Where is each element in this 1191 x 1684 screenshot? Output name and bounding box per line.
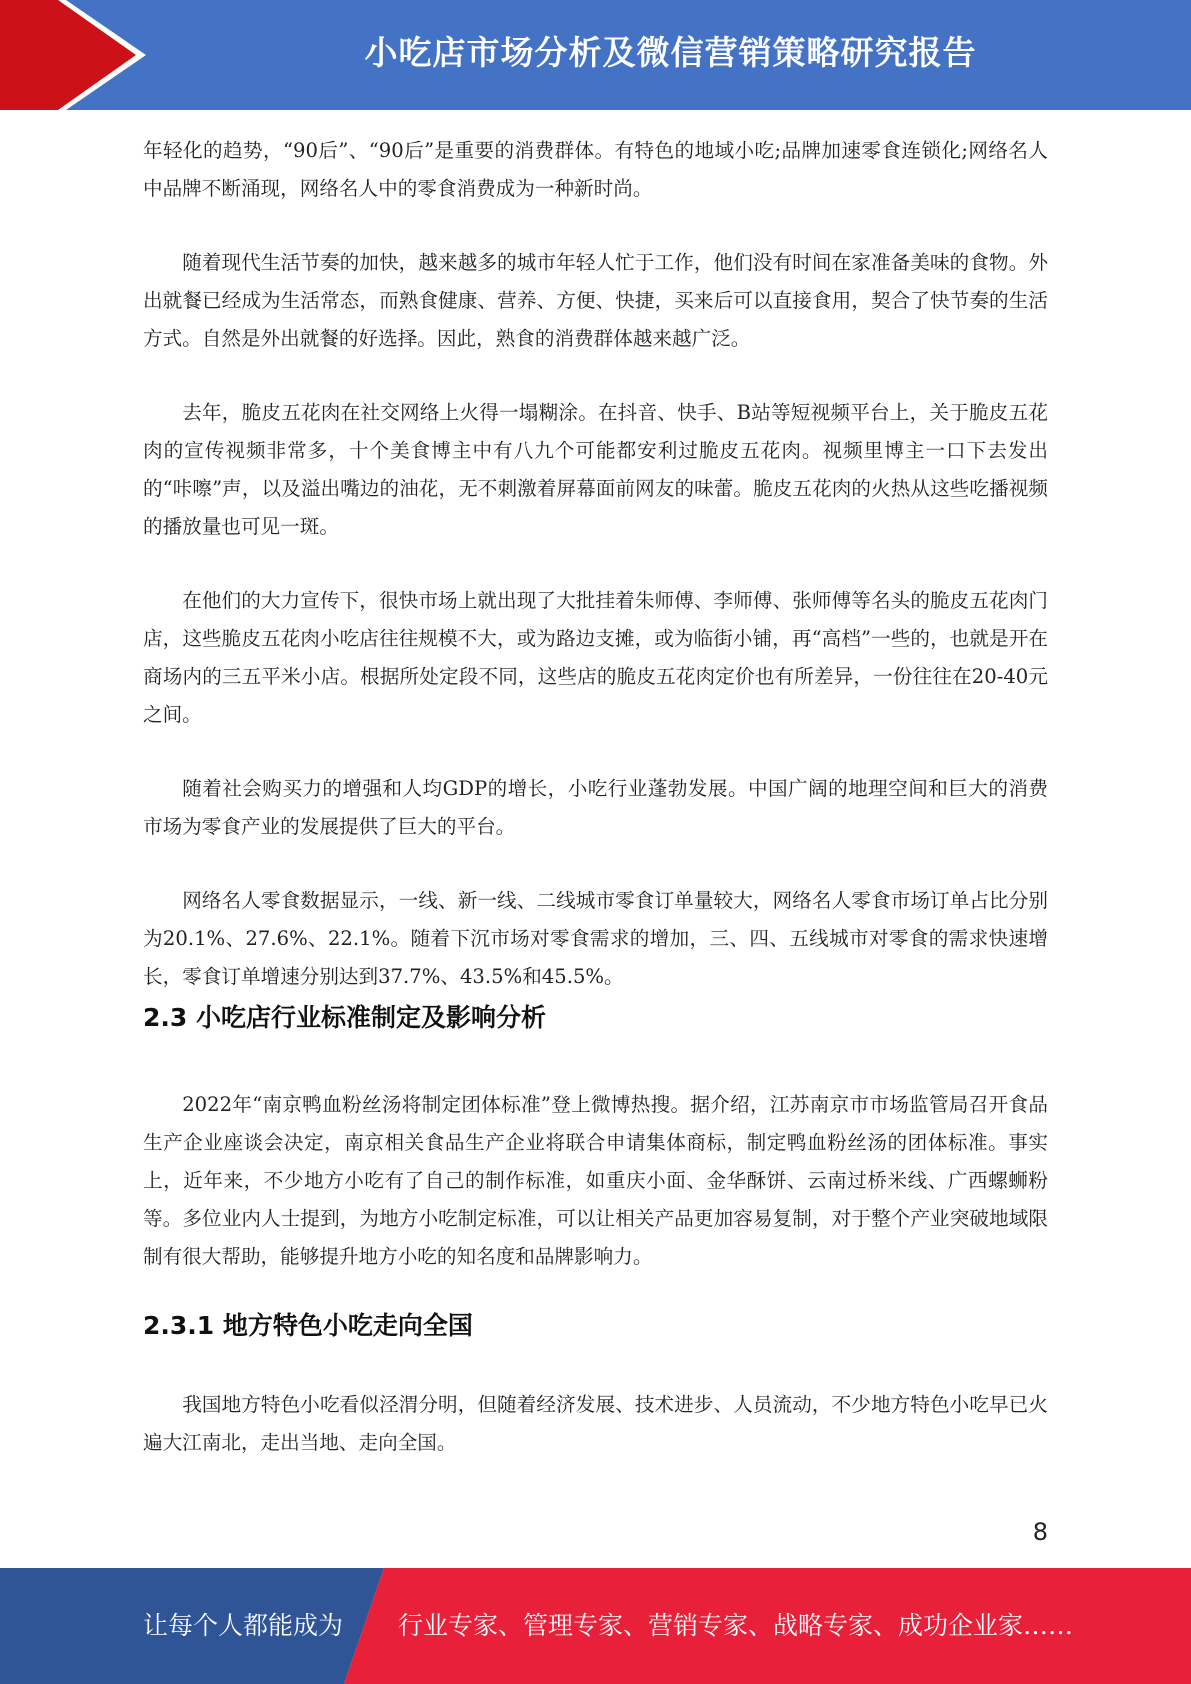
paragraph-lifestyle: 随着现代生活节奏的加快，越来越多的城市年轻人忙于工作，他们没有时间在家准备美味的食物。外出就餐已经成为生活常态，而熟食健康、营养、方便、快捷，买来后可以直接食用，契合了快节奏的生活方式。自然是外出就餐的好选择。因此，熟食的消费群体越来越广泛。 (143, 251, 1048, 350)
footer-slogan-right: 行业专家、管理专家、营销专家、战略专家、成功企业家…… (398, 1611, 1074, 1640)
section-heading-2-3: 2.3 小吃店行业标准制定及影响分析 (143, 1003, 546, 1032)
footer-slogan-left: 让每个人都能成为 (143, 1611, 344, 1640)
paragraph-nanjing-standard: 2022年“南京鸭血粉丝汤将制定团体标准”登上微博热搜。据介绍，江苏南京市市场监管局召开食品生产企业座谈会决定，南京相关食品生产企业将联合申请集体商标，制定鸭血粉丝汤的团体标准。事实上，近年来，不少地方小吃有了自己的制作标准，如重庆小面、金华酥饼、云南过桥米线、广西螺蛳粉等。多位业内人士提到，为地方小吃制定标准，可以让相关产品更加容易复制，对于整个产业突破地域限制有很大帮助，能够提升地方小吃的知名度和品牌影响力。 (143, 1093, 1048, 1268)
report-title: 小吃店市场分析及微信营销策略研究报告 (364, 33, 977, 72)
paragraph-gdp: 随着社会购买力的增强和人均GDP的增长，小吃行业蓬勃发展。中国广阔的地理空间和巨大的消费市场为零食产业的发展提供了巨大的平台。 (143, 777, 1048, 838)
paragraph-orders-data: 网络名人零食数据显示，一线、新一线、二线城市零食订单量较大，网络名人零食市场订单占比分别为20.1%、27.6%、22.1%。随着下沉市场对零食需求的增加，三、四、五线城市对零食的需求快速增长，零食订单增速分别达到37.7%、43.5%和45.5%。 (143, 889, 1048, 988)
paragraph-crispy-pork: 去年，脆皮五花肉在社交网络上火得一塌糊涂。在抖音、快手、B站等短视频平台上，关于脆皮五花肉的宣传视频非常多，十个美食博主中有八九个可能都安利过脆皮五花肉。视频里博主一口下去发出的“咔嚓”声，以及溢出嘴边的油花，无不刺激着屏幕面前网友的味蕾。脆皮五花肉的火热从这些吃播视频的播放量也可见一斑。 (143, 401, 1048, 538)
page-footer (0, 1568, 1191, 1684)
paragraph-youth-trend: 年轻化的趋势，“90后”、“90后”是重要的消费群体。有特色的地域小吃;品牌加速零食连锁化;网络名人中品牌不断涌现，网络名人中的零食消费成为一种新时尚。 (143, 139, 1048, 200)
page-number: 8 (1032, 1518, 1048, 1546)
paragraph-shops: 在他们的大力宣传下，很快市场上就出现了大批挂着朱师傅、李师傅、张师傅等名头的脆皮五花肉门店，这些脆皮五花肉小吃店往往规模不大，或为路边支摊，或为临街小铺，再“高档”一些的，也就是开在商场内的三五平米小店。根据所处定段不同，这些店的脆皮五花肉定价也有所差异，一份往往在20-40元之间。 (143, 589, 1048, 726)
page-content (143, 132, 1048, 1498)
page-header (0, 0, 1191, 110)
header-arrow-decoration (0, 0, 160, 110)
section-heading-2-3-1: 2.3.1 地方特色小吃走向全国 (143, 1311, 473, 1340)
paragraph-local-snacks: 我国地方特色小吃看似泾渭分明，但随着经济发展、技术进步、人员流动，不少地方特色小吃早已火遍大江南北，走出当地、走向全国。 (143, 1393, 1048, 1454)
